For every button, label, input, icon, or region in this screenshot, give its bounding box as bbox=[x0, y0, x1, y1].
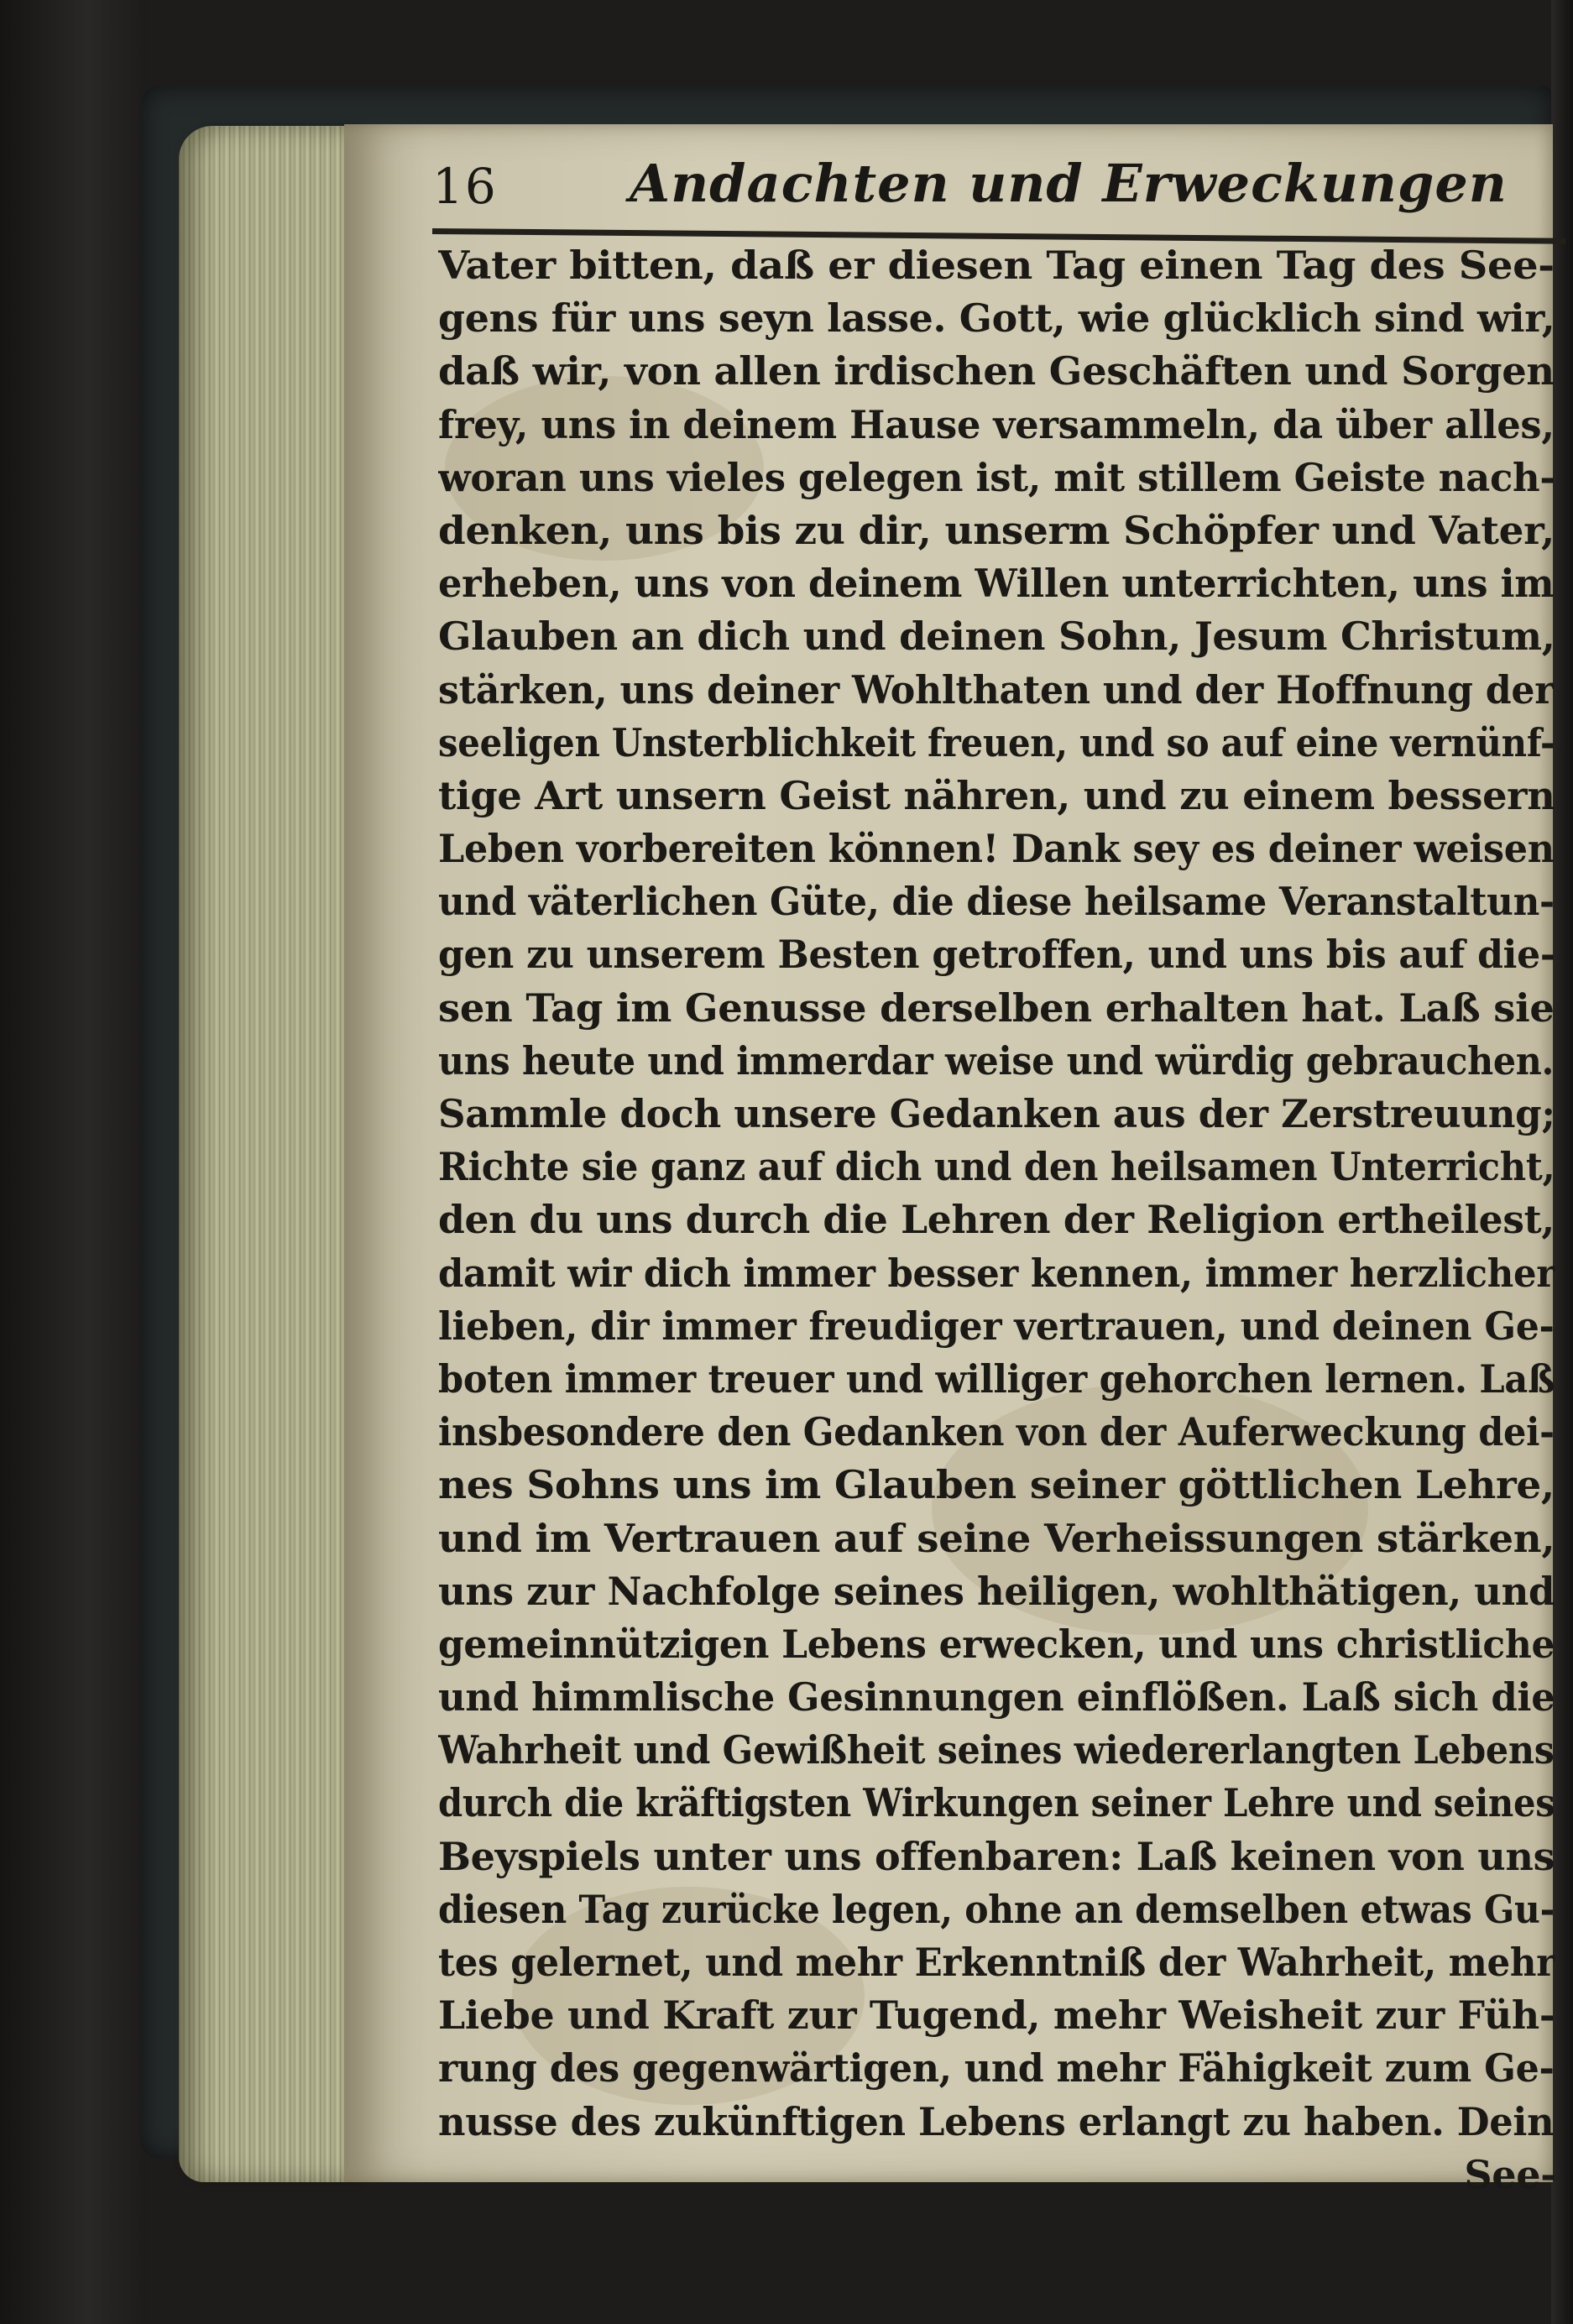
catchword: See- bbox=[1464, 2151, 1556, 2197]
text-line: tige Art unsern Geist nähren, und zu einem bessern bbox=[438, 772, 1555, 818]
text-line: sen Tag im Genusse derselben erhalten hat. Laß sie bbox=[438, 984, 1555, 1031]
text-line: erheben, uns von deinem Willen unterrichten, uns im bbox=[438, 561, 1555, 607]
text-line: Beyspiels unter uns offenbaren: Laß keinen von uns bbox=[438, 1833, 1555, 1879]
text-line: uns zur Nachfolge seines heiligen, wohlthätigen, und bbox=[438, 1568, 1555, 1614]
page-number: 16 bbox=[432, 158, 498, 215]
text-line: Richte sie ganz auf dich und den heilsamen Unterricht, bbox=[438, 1144, 1555, 1190]
body-text bbox=[438, 239, 1563, 2201]
page-header bbox=[432, 153, 1508, 215]
text-line: durch die kräftigsten Wirkungen seiner Lehre und seines bbox=[438, 1780, 1555, 1826]
running-head: Andachten und Erweckungen bbox=[630, 153, 1508, 214]
text-line: Leben vorbereiten können! Dank sey es deiner weisen bbox=[438, 826, 1555, 872]
text-line: Wahrheit und Gewißheit seines wiedererlangten Lebens bbox=[438, 1727, 1555, 1773]
text-line: rung des gegenwärtigen, und mehr Fähigkeit zum Ge- bbox=[438, 2045, 1555, 2092]
text-line: gens für uns seyn lasse. Gott, wie glücklich sind wir, bbox=[438, 295, 1555, 342]
text-line: damit wir dich immer besser kennen, immer herzlicher bbox=[438, 1250, 1555, 1296]
text-line: boten immer treuer und williger gehorchen lernen. Laß bbox=[438, 1355, 1555, 1402]
text-line: stärken, uns deiner Wohlthaten und der Hoffnung der bbox=[438, 666, 1555, 713]
text-line: seeligen Unsterblichkeit freuen, und so auf eine vernünf- bbox=[438, 719, 1555, 765]
text-line: frey, uns in deinem Hause versammeln, da über alles, bbox=[438, 401, 1555, 447]
text-line: nes Sohns uns im Glauben seiner göttlichen Lehre, bbox=[438, 1462, 1555, 1508]
text-line: gemeinnützigen Lebens erwecken, und uns christliche bbox=[438, 1621, 1555, 1667]
text-line: insbesondere den Gedanken von der Auferweckung dei- bbox=[438, 1409, 1555, 1455]
text-line: diesen Tag zurücke legen, ohne an demselben etwas Gu- bbox=[438, 1886, 1555, 1932]
text-line: nusse des zukünftigen Lebens erlangt zu haben. Dein bbox=[438, 2098, 1555, 2144]
text-line: den du uns durch die Lehren der Religion ertheilest, bbox=[438, 1197, 1555, 1243]
text-line: uns heute und immerdar weise und würdig gebrauchen. bbox=[438, 1037, 1555, 1084]
text-line: gen zu unserem Besten getroffen, und uns bis auf die- bbox=[438, 932, 1555, 978]
text-line: lieben, dir immer freudiger vertrauen, und deinen Ge- bbox=[438, 1303, 1555, 1349]
text-line: Glauben an dich und deinen Sohn, Jesum Christum, bbox=[438, 614, 1555, 660]
text-line: und väterlichen Güte, die diese heilsame Veranstaltun- bbox=[438, 879, 1555, 925]
dark-background-left bbox=[0, 0, 147, 2324]
text-line: Liebe und Kraft zur Tugend, mehr Weisheit zur Füh- bbox=[438, 1992, 1555, 2039]
text-line: woran uns vieles gelegen ist, mit stillem Geiste nach- bbox=[438, 454, 1555, 500]
text-line: Vater bitten, daß er diesen Tag einen Tag des See- bbox=[438, 243, 1555, 288]
text-line: daß wir, von allen irdischen Geschäften und Sorgen bbox=[438, 348, 1555, 394]
text-line: und im Vertrauen auf seine Verheissungen stärken, bbox=[438, 1515, 1555, 1561]
page-edges bbox=[179, 126, 357, 2182]
text-line: Sammle doch unsere Gedanken aus der Zerstreuung; bbox=[438, 1091, 1555, 1136]
text-line: und himmlische Gesinnungen einflößen. Laß sich die bbox=[438, 1674, 1555, 1721]
text-line: denken, uns bis zu dir, unserm Schöpfer und Vater, bbox=[438, 507, 1555, 553]
text-line: tes gelernet, und mehr Erkenntniß der Wahrheit, mehr bbox=[438, 1940, 1555, 1985]
